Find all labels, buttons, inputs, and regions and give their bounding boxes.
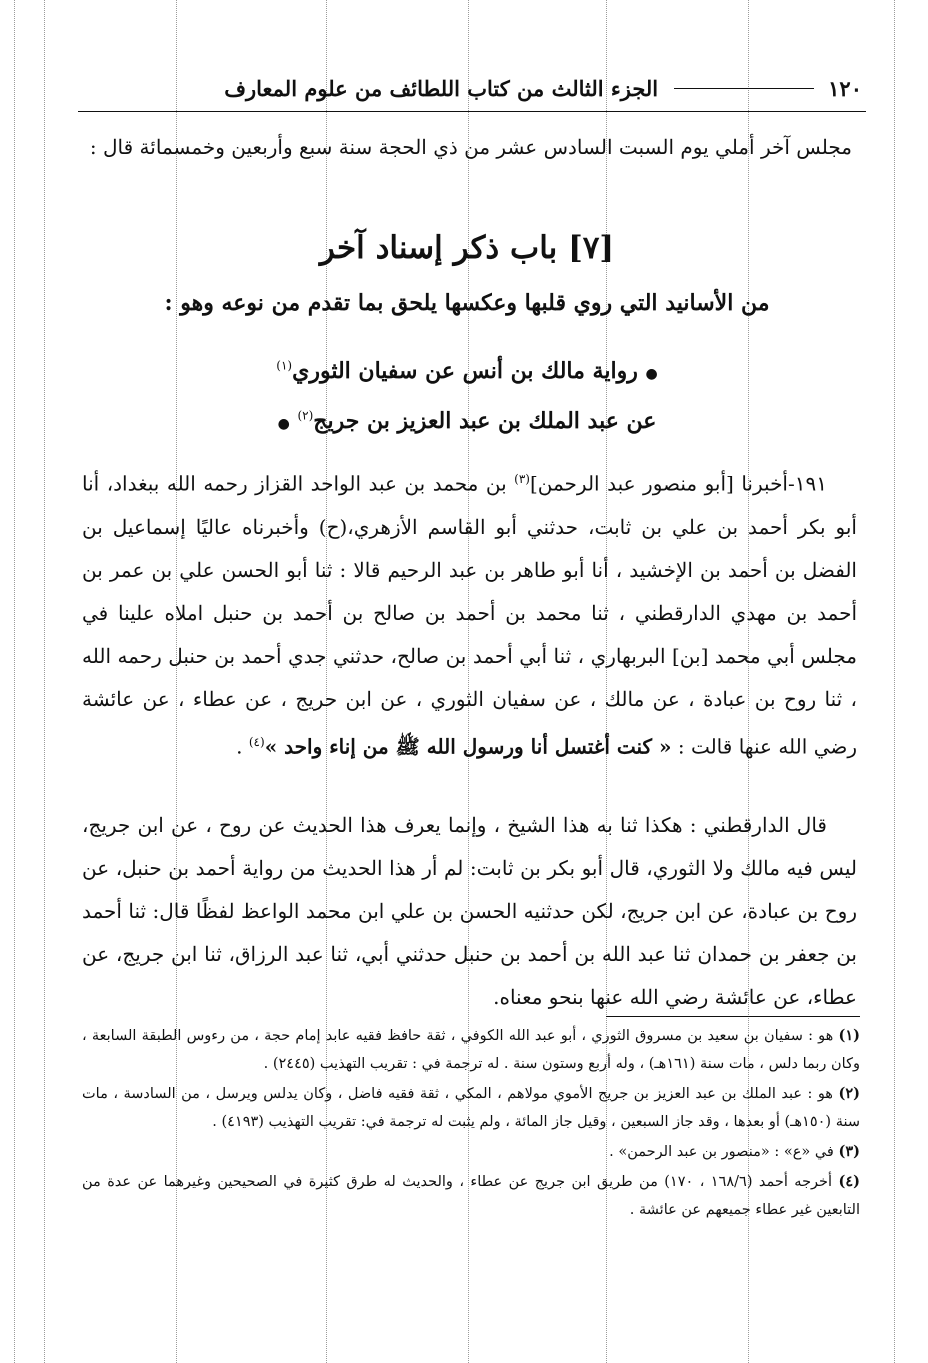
session-intro: مجلس آخر أملي يوم السبت السادس عشر من ذي الحجة سنة سبع وأربعين وخمسمائة قال :: [89, 135, 852, 159]
footnote-ref: (٤): [248, 734, 265, 749]
bullet-icon: ●: [277, 416, 290, 432]
header-divider: [78, 111, 866, 112]
footnote: [82, 1168, 860, 1224]
commentary-paragraph: [82, 804, 857, 1019]
hadith-quote: « كنت أغتسل أنا ورسول الله ﷺ من إناء واحد »: [264, 734, 672, 759]
scan-guide-line: [44, 0, 45, 1363]
footnote: [82, 1022, 860, 1078]
chapter-title: [٧] باب ذكر إسناد آخر: [319, 230, 615, 266]
footnote-ref: (١): [276, 358, 293, 373]
footnote-number: (١): [838, 1027, 860, 1044]
header-rule: [674, 88, 814, 89]
bullet-icon: ●: [645, 366, 658, 382]
chain-line-2: [82, 408, 852, 434]
footnote-number: (٢): [838, 1085, 860, 1102]
footnote-text: هو : عبد الملك بن عبد العزيز بن جريج الأموي مولاهم ، المكي ، ثقة فقيه فاضل ، وكان يدلس ويرسل ، من السادسة ، مات سنة (١٥٠هـ) أو بعدها ، وقد جاز السبعين ، وقيل جاز المائة ، ولم يثبت له ترجمة في: تقريب التهذيب (٤١٩٣) .: [82, 1086, 860, 1130]
footnote-number: (٤): [838, 1173, 861, 1190]
footnote-ref: (٣): [514, 472, 530, 486]
chain-line-1-text: رواية مالك بن أنس عن سفيان الثوري: [292, 358, 638, 384]
footnote: [82, 1138, 860, 1166]
chain-line-2-text: عن عبد الملك بن عبد العزيز بن جريج: [313, 408, 657, 434]
running-head: [82, 68, 862, 108]
commentary-text: قال الدارقطني : هكذا ثنا به هذا الشيخ ، وإنما يعرف هذا الحديث عن روح ، عن ابن جريج، ليس فيه مالك ولا الثوري، قال أبو بكر بن ثابت: لم أر هذا الحديث من رواية أحمد بن حنبل، عن روح بن عبادة، عن ابن جريج، لكن حدثنيه الحسن بن علي ابن محمد الواعظ لفظًا قال: ثنا أحمد بن جعفر بن حمدان ثنا عبد الله بن أحمد بن حنبل حدثني أبي، ثنا عبد الرزاق، ثنا ابن جريج، عن عطاء، عن عائشة رضي الله عنها بنحو معناه.: [82, 813, 857, 1009]
footnote-text: أخرجه أحمد (١٦٨/٦ ، ١٧٠) من طريق ابن جريج عن عطاء ، والحديث له طرق كثيرة في الصحيحين وغيرهما عن عدة من التابعين غير عطاء جميعهم عن عائشة .: [82, 1174, 860, 1218]
footnote-text: هو : سفيان بن سعيد بن مسروق الثوري ، أبو عبد الله الكوفي ، ثقة حافظ فقيه عابد إمام حجة ، من رءوس الطبقة السابعة ، وكان ربما دلس ، مات سنة (١٦١هـ) ، وله أربع وستون سنة . له ترجمة في : تقريب التهذيب (٢٤٤٥) .: [82, 1028, 860, 1072]
book-title: الجزء الثالث من كتاب اللطائف من علوم المعارف: [224, 75, 659, 101]
scan-guide-line: [14, 0, 15, 1363]
hadith-end: .: [236, 734, 249, 759]
footnote-divider: [606, 1016, 860, 1017]
chapter-subtitle: من الأسانيد التي روي قلبها وعكسها يلحق بما تقدم من نوعه وهو :: [164, 290, 770, 316]
footnotes: [82, 1022, 860, 1226]
hadith-191: [82, 458, 857, 768]
hadith-opening: ١٩١-أخبرنا [أبو منصور عبد الرحمن]: [529, 471, 827, 496]
hadith-chain: بن محمد بن عبد الواحد القزاز رحمه الله ببغداد، أنا أبو بكر أحمد بن علي بن ثابت، حدثني أبو القاسم الأزهري،(ح) وأخبرناه عاليًا إسماعيل بن الفضل بن أحمد بن الإخشيد ، أنا أبو طاهر بن عبد الرحيم قالا : ثنا أبو الحسن علي بن عمر بن أحمد بن مهدي الدارقطني ، ثنا محمد بن أحمد بن صالح بن أحمد بن حنبل املاه علينا في مجلس أبي محمد [بن] البربهاري ، ثنا أبي أحمد بن صالح، حدثني جدي أحمد بن حنبل رحمه الله ، ثنا روح بن عبادة ، عن مالك ، عن سفيان الثوري ، عن ابن حريج ، عن عطاء ، عن عائشة رضي الله عنها قالت :: [82, 471, 857, 759]
footnote-ref: (٢): [297, 408, 314, 423]
scan-guide-line: [894, 0, 895, 1363]
page-number: ١٢٠: [828, 75, 862, 101]
footnote-number: (٣): [838, 1143, 860, 1160]
footnote: [82, 1080, 860, 1136]
chain-line-1: [82, 358, 852, 384]
footnote-text: في «ع» : «منصور بن عبد الرحمن» .: [609, 1144, 834, 1160]
